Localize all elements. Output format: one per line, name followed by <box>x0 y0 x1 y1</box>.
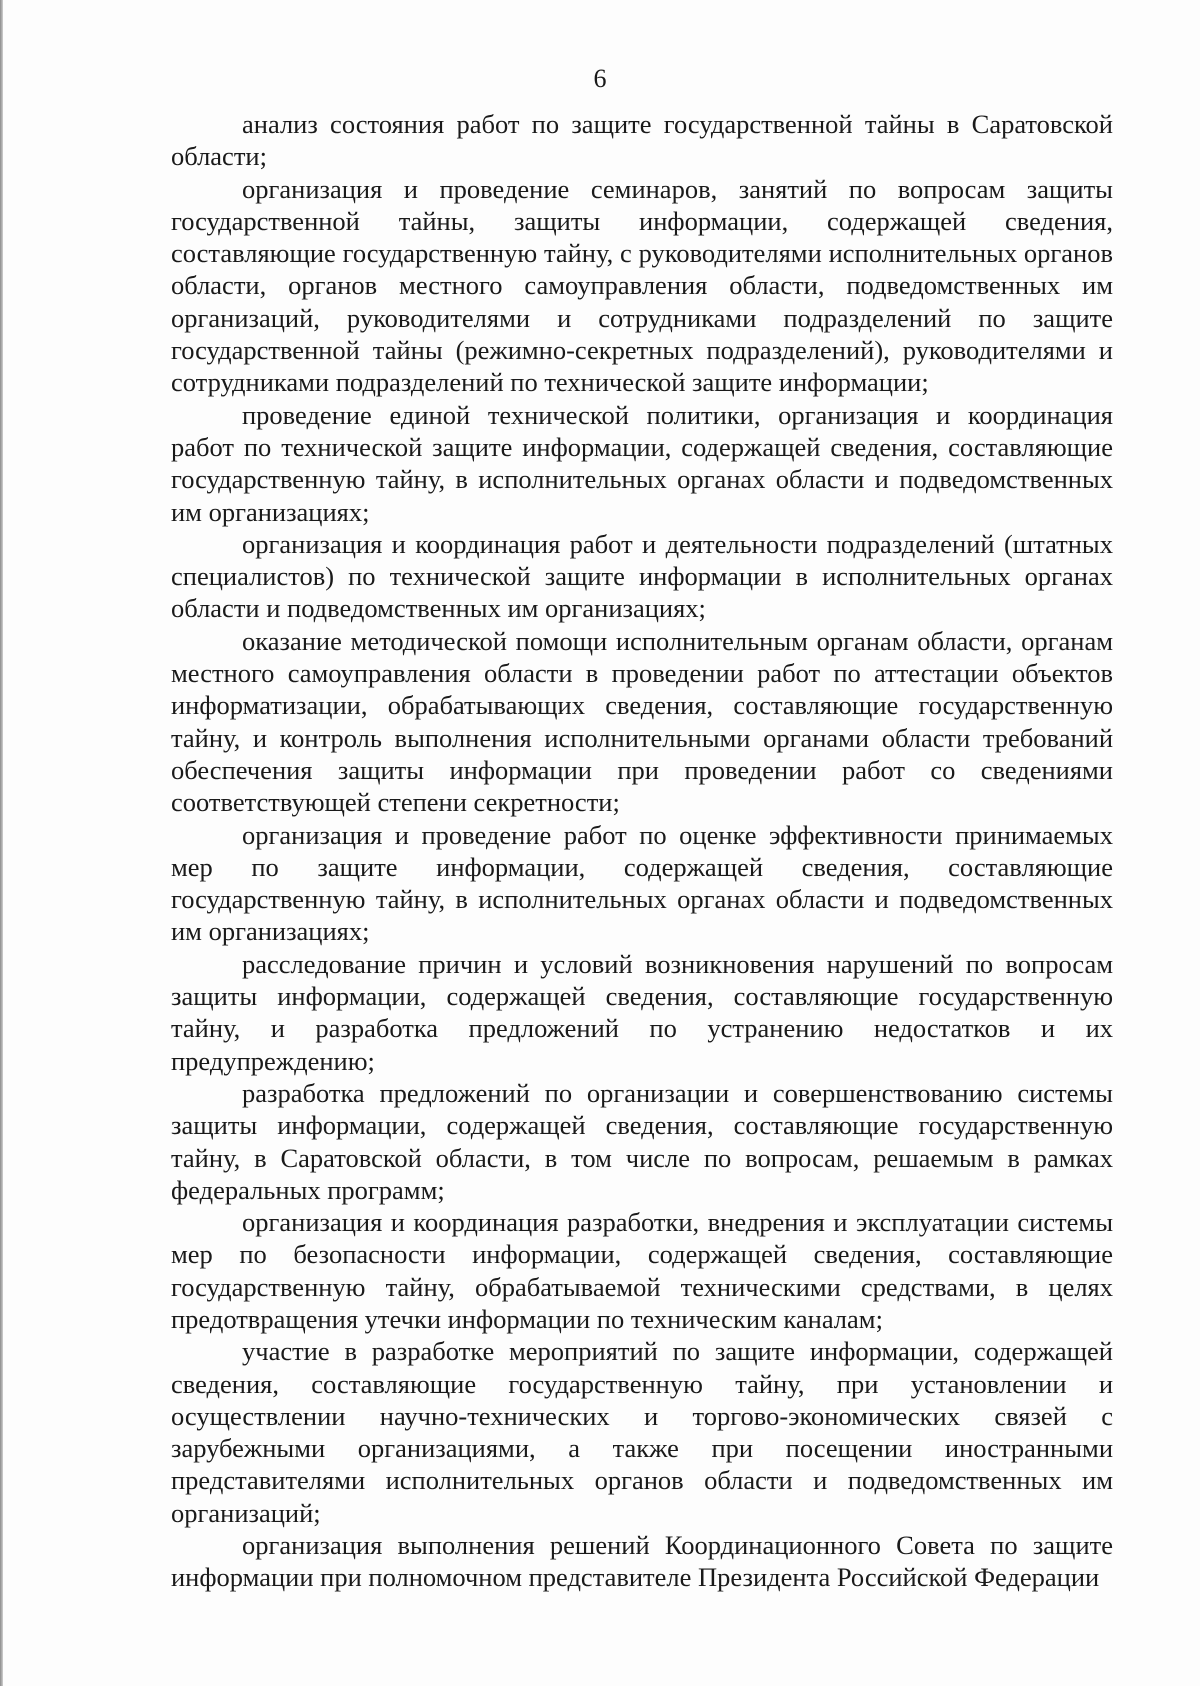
paragraph-foreign-relations: участие в разработке мероприятий по защите информации, содержащей сведения, составляющие государственную тайну, при установлении и осуществлении научно-технических и торгово-экономических связей с зарубежными организациями, а также при посещении иностранными представителями исполнительных органов области и подведомственных им организаций; <box>171 1336 1113 1528</box>
page-number: 6 <box>593 64 607 93</box>
scan-edge-shadow <box>0 0 3 1686</box>
document-body <box>171 108 1113 1594</box>
paragraph-methodical-assistance: оказание методической помощи исполнительным органам области, органам местного самоуправления области в проведении работ по аттестации объектов информатизации, обрабатывающих сведения, составляющие государственную тайну, и контроль выполнения исполнительными органами области требований обеспечения защиты информации при проведении работ со сведениями соответствующей степени секретности; <box>171 625 1113 818</box>
paragraph-violation-investigation: расследование причин и условий возникновения нарушений по вопросам защиты информации, содержащей сведения, составляющие государственную тайну, и разработка предложений по устранению недостатков и их предупреждению; <box>171 948 1113 1076</box>
paragraph-coordination-of-units: организация и координация работ и деятельности подразделений (штатных специалистов) по технической защите информации в исполнительных органах области и подведомственных им организациях; <box>171 528 1113 624</box>
paragraph-state-secret-analysis: анализ состояния работ по защите государственной тайны в Саратовской области; <box>171 109 1113 172</box>
paragraph-seminars: организация и проведение семинаров, занятий по вопросам защиты государственной тайны, защиты информации, содержащей сведения, составляющие государственную тайну, с руководителями исполнительных органов области, органов местного самоуправления области, подведомственных им организаций, руководителями и сотрудниками подразделений по защите государственной тайны (режимно-секретных подразделений), руководителями и сотрудниками подразделений по технической защите информации; <box>171 173 1113 398</box>
paragraph-coordination-council: организация выполнения решений Координационного Совета по защите информации при полномочном представителе Президента Российской Федерации <box>171 1530 1113 1593</box>
paragraph-system-improvement: разработка предложений по организации и совершенствованию системы защиты информации, содержащей сведения, составляющие государственную тайну, в Саратовской области, в том числе по вопросам, решаемым в рамках федеральных программ; <box>171 1077 1113 1205</box>
paragraph-effectiveness-evaluation: организация и проведение работ по оценке эффективности принимаемых мер по защите информации, содержащей сведения, составляющие государственную тайну, в исполнительных органах области и подведомственных им организациях; <box>171 819 1113 947</box>
paragraph-technical-policy: проведение единой технической политики, организация и координация работ по технической защите информации, содержащей сведения, составляющие государственную тайну, в исполнительных органах области и подведомственных им организациях; <box>171 399 1113 527</box>
paragraph-security-measures: организация и координация разработки, внедрения и эксплуатации системы мер по безопасности информации, содержащей сведения, составляющие государственную тайну, обрабатываемой техническими средствами, в целях предотвращения утечки информации по техническим каналам; <box>171 1207 1113 1334</box>
